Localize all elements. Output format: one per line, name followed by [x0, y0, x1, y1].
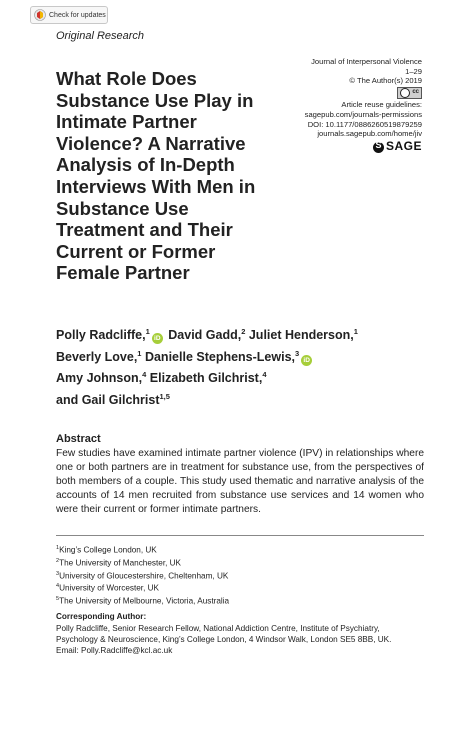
orcid-icon[interactable]: iD	[152, 333, 163, 344]
section-label: Original Research	[56, 30, 145, 42]
check-for-updates-label: Check for updates	[49, 11, 106, 19]
author-affiliation-number: 1	[137, 348, 142, 358]
author-affiliation-number: 1	[353, 327, 358, 336]
journal-name: Journal of Interpersonal Violence	[311, 57, 422, 66]
affiliation-item: $^5$The University of Melbourne, Victoria, Australia	[56, 596, 230, 607]
affiliation-item: $^2$The University of Manchester, UK	[56, 557, 182, 568]
author-affiliation-number: 4	[262, 370, 267, 380]
author-name: Danielle Stephens-Lewis,	[144, 349, 295, 364]
permissions-link[interactable]: sagepub.com/journals-permissions	[304, 109, 422, 119]
author-name: Polly Radcliffe,	[56, 328, 146, 343]
affiliation-item: $^4$University of Worcester, UK	[56, 583, 160, 594]
sage-icon	[373, 142, 384, 153]
affiliations	[56, 543, 229, 607]
corresponding-line-2: Psychology & Neuroscience, King’s College London, 4 Windsor Walk, London SE5 8BB, UK.	[56, 635, 392, 645]
doi[interactable]: DOI: 10.1177/0886260519879259	[307, 119, 422, 129]
journal-metadata	[252, 57, 422, 153]
author-name: and Gail Gilchrist	[56, 393, 160, 408]
reuse-guidelines: Article reuse guidelines:	[341, 100, 422, 110]
author-name: David Gadd,	[168, 328, 242, 343]
corresponding-email[interactable]: Email: Polly.Radcliffe@kcl.ac.uk	[56, 646, 173, 656]
affiliation-item: $^1$King’s College London, UK	[56, 545, 157, 555]
author-name: Elizabeth Gilchrist,	[149, 371, 263, 386]
orcid-icon[interactable]: iD	[301, 355, 312, 366]
cc-license-icon: cc	[397, 87, 422, 99]
abstract-text: Few studies have examined intimate partner violence (IPV) in relationships where one or both partners are in treatment for substance use, from the perspectives of both members of a couple. This study used thematic and narrative analysis of the accounts of 14 men recruited from substance use services and 14 women who were their current or former intimate partners.	[56, 448, 424, 515]
affiliation-item: $^3$University of Gloucestershire, Cheltenham, UK	[56, 570, 229, 581]
footnote-divider	[56, 535, 424, 536]
author-affiliation-number: 2	[241, 327, 246, 336]
corresponding-line-1: Polly Radcliffe, Senior Research Fellow, National Addiction Centre, Institute of Psychiatry,	[56, 624, 380, 633]
author-name: Juliet Henderson,	[248, 328, 354, 343]
corresponding-author-details	[56, 623, 436, 656]
abstract-heading: Abstract	[56, 433, 101, 445]
copyright: © The Author(s) 2019	[349, 76, 422, 86]
author-name: Amy Johnson,	[56, 371, 143, 386]
article-title: What Role Does Substance Use Play in Intimate Partner Violence? A Narrative Analysis of In-Depth Interviews With Men in Substance Use Treatment and Their Current or Former Female Partner	[56, 68, 256, 284]
author-name: Beverly Love,	[56, 349, 138, 364]
author-list	[56, 323, 426, 410]
check-for-updates-badge[interactable]	[30, 6, 108, 24]
sage-logo: S SAGE	[252, 142, 422, 153]
page-range: 1–29	[405, 66, 422, 76]
author-affiliation-number: 1	[145, 327, 150, 336]
author-affiliation-number: 1,5	[159, 391, 170, 401]
crossmark-icon	[34, 9, 46, 21]
author-affiliation-number: 3	[295, 348, 300, 358]
journal-url[interactable]: journals.sagepub.com/home/jiv	[317, 129, 422, 139]
corresponding-author-heading: Corresponding Author:	[56, 612, 147, 621]
author-affiliation-number: 4	[142, 370, 147, 380]
